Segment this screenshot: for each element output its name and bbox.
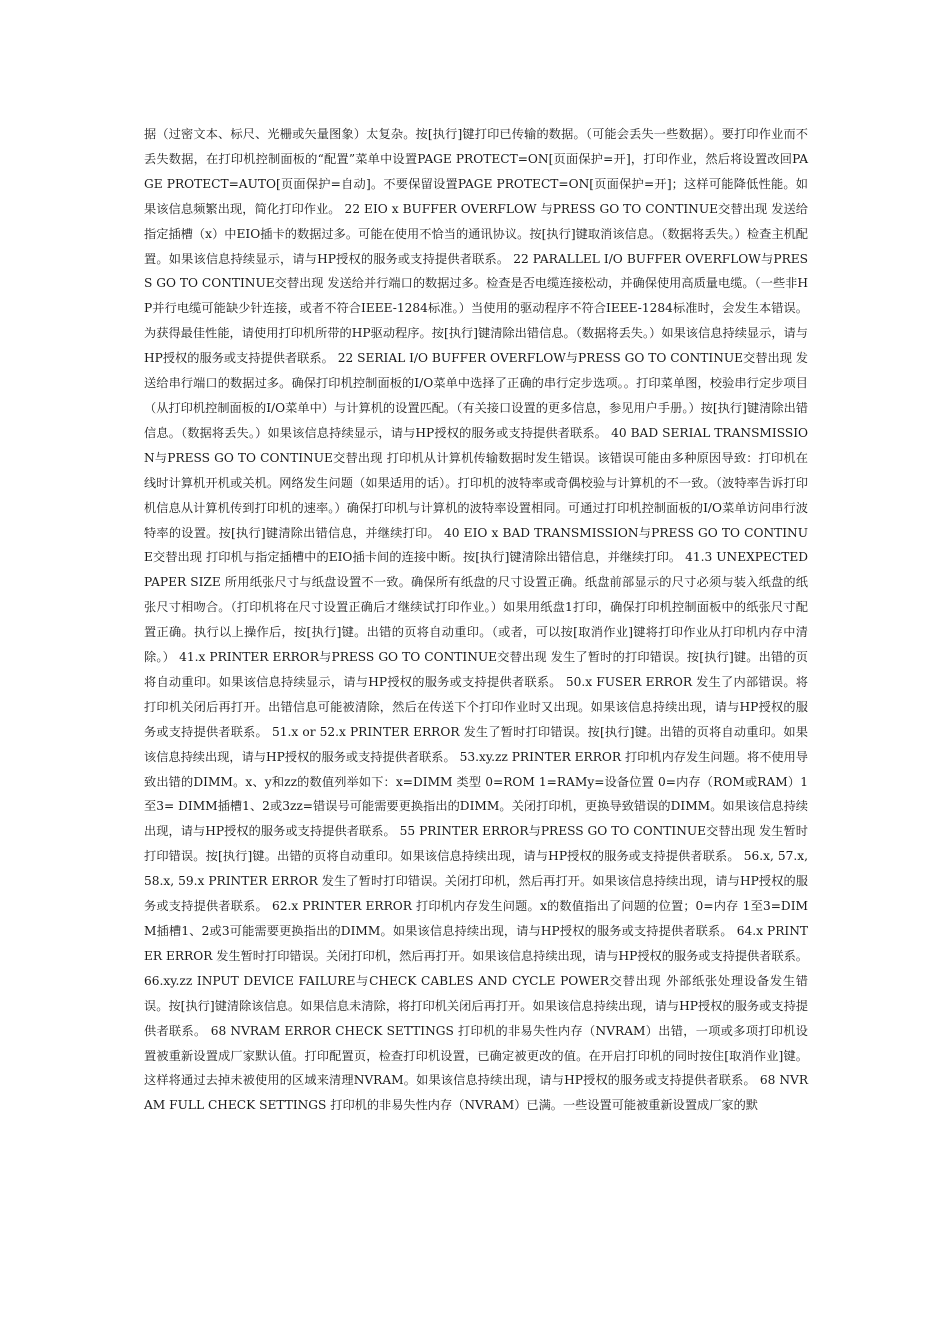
body-paragraph: 据（过密文本、标尺、光栅或矢量图象）太复杂。按[执行]键打印已传输的数据。（可能会丢失一些数据）。要打印作业而不丢失数据，在打印机控制面板的“配置”菜单中设置PAGE PROTECT=ON[页面保护=开]，打印作业，然后将设置改回PAGE PROTECT=AUTO[页面保护=自动]。不要保留设置PAGE PROTECT=ON[页面保护=开]；这样可能降低性能。如果该信息频繁出现，简化打印作业。 22 EIO x BUFFER OVERFLOW 与PRESS GO TO CONTINUE交替出现 发送给指定插槽（x）中EIO插卡的数据过多。可能在使用不恰当的通讯协议。按[执行]键取消该信息。（数据将丢失。）检查主机配置。如果该信息持续显示，请与HP授权的服务或支持提供者联系。 22 PARALLEL I/O BUFFER OVERFLOW与PRESS GO TO CONTINUE交替出现 发送给并行端口的数据过多。检查是否电缆连接松动，并确保使用高质量电缆。（一些非HP并行电缆可能缺少针连接，或者不符合IEEE-1284标准。）当使用的驱动程序不符合IEEE-1284标准时，会发生本错误。为获得最佳性能，请使用打印机所带的HP驱动程序。按[执行]键清除出错信息。（数据将丢失。）如果该信息持续显示，请与HP授权的服务或支持提供者联系。 22 SERIAL I/O BUFFER OVERFLOW与PRESS GO TO CONTINUE交替出现 发送给串行端口的数据过多。确保打印机控制面板的I/O菜单中选择了正确的串行定步选项。。打印菜单图，校验串行定步项目（从打印机控制面板的I/O菜单中）与计算机的设置匹配。（有关接口设置的更多信息，参见用户手册。）按[执行]键清除出错信息。（数据将丢失。）如果该信息持续显示，请与HP授权的服务或支持提供者联系。 40 BAD SERIAL TRANSMISSION与PRESS GO TO CONTINUE交替出现 打印机从计算机传输数据时发生错误。该错误可能由多种原因导致：打印机在线时计算机开机或关机。网络发生问题（如果适用的话）。打印机的波特率或奇偶校验与计算机的不一致。（波特率告诉打印机信息从计算机传到打印机的速率。）确保打印机与计算机的波特率设置相同。可通过打印机控制面板的I/O菜单访问串行波特率的设置。按[执行]键清除出错信息，并继续打印。 40 EIO x BAD TRANSMISSION与PRESS GO TO CONTINUE交替出现 打印机与指定插槽中的EIO插卡间的连接中断。按[执行]键清除出错信息，并继续打印。 41.3 UNEXPECTED PAPER SIZE 所用纸张尺寸与纸盘设置不一致。确保所有纸盘的尺寸设置正确。纸盘前部显示的尺寸必须与装入纸盘的纸张尺寸相吻合。（打印机将在尺寸设置正确后才继续试打印作业。）如果用纸盘1打印，确保打印机控制面板中的纸张尺寸配置正确。执行以上操作后，按[执行]键。出错的页将自动重印。（或者，可以按[取消作业]键将打印作业从打印机内存中清除。） 41.x PRINTER ERROR与PRESS GO TO CONTINUE交替出现 发生了暂时的打印错误。按[执行]键。出错的页将自动重印。如果该信息持续显示，请与HP授权的服务或支持提供者联系。 50.x FUSER ERROR 发生了内部错误。将打印机关闭后再打开。出错信息可能被清除，然后在传送下个打印作业时又出现。如果该信息持续出现，请与HP授权的服务或支持提供者联系。 51.x or 52.x PRINTER ERROR 发生了暂时打印错误。按[执行]键。出错的页将自动重印。如果该信息持续出现，请与HP授权的服务或支持提供者联系。 53.xy.zz PRINTER ERROR 打印机内存发生问题。将不使用导致出错的DIMM。x、y和zz的数值列举如下：x=DIMM 类型 0=ROM 1=RAMy=设备位置 0=内存（ROM或RAM）1至3= DIMM插槽1、2或3zz=错误号可能需要更换指出的DIMM。关闭打印机，更换导致错误的DIMM。如果该信息持续出现，请与HP授权的服务或支持提供者联系。 55 PRINTER ERROR与PRESS GO TO CONTINUE交替出现 发生暂时打印错误。按[执行]键。出错的页将自动重印。如果该信息持续出现，请与HP授权的服务或支持提供者联系。 56.x, 57.x, 58.x, 59.x PRINTER ERROR 发生了暂时打印错误。关闭打印机，然后再打开。如果该信息持续出现，请与HP授权的服务或支持提供者联系。 62.x PRINTER ERROR 打印机内存发生问题。x的数值指出了问题的位置；0=内存 1至3=DIMM插槽1、2或3可能需要更换指出的DIMM。如果该信息持续出现，请与HP授权的服务或支持提供者联系。 64.x PRINTER ERROR 发生暂时打印错误。关闭打印机，然后再打开。如果该信息持续出现，请与HP授权的服务或支持提供者联系。 66.xy.zz INPUT DEVICE FAILURE与CHECK CABLES AND CYCLE POWER交替出现 外部纸张处理设备发生错误。按[执行]键清除该信息。如果信息未清除，将打印机关闭后再打开。如果该信息持续出现，请与HP授权的服务或支持提供者联系。 68 NVRAM ERROR CHECK SETTINGS 打印机的非易失性内存（NVRAM）出错，一项或多项打印机设置被重新设置成厂家默认值。打印配置页，检查打印机设置，已确定被更改的值。在开启打印机的同时按住[取消作业]键。这样将通过去掉未被使用的区域来清理NVRAM。如果该信息持续出现，请与HP授权的服务或支持提供者联系。 68 NVRAM FULL CHECK SETTINGS 打印机的非易失性内存（NVRAM）已满。一些设置可能被重新设置成厂家的默 (144, 127, 808, 1113)
